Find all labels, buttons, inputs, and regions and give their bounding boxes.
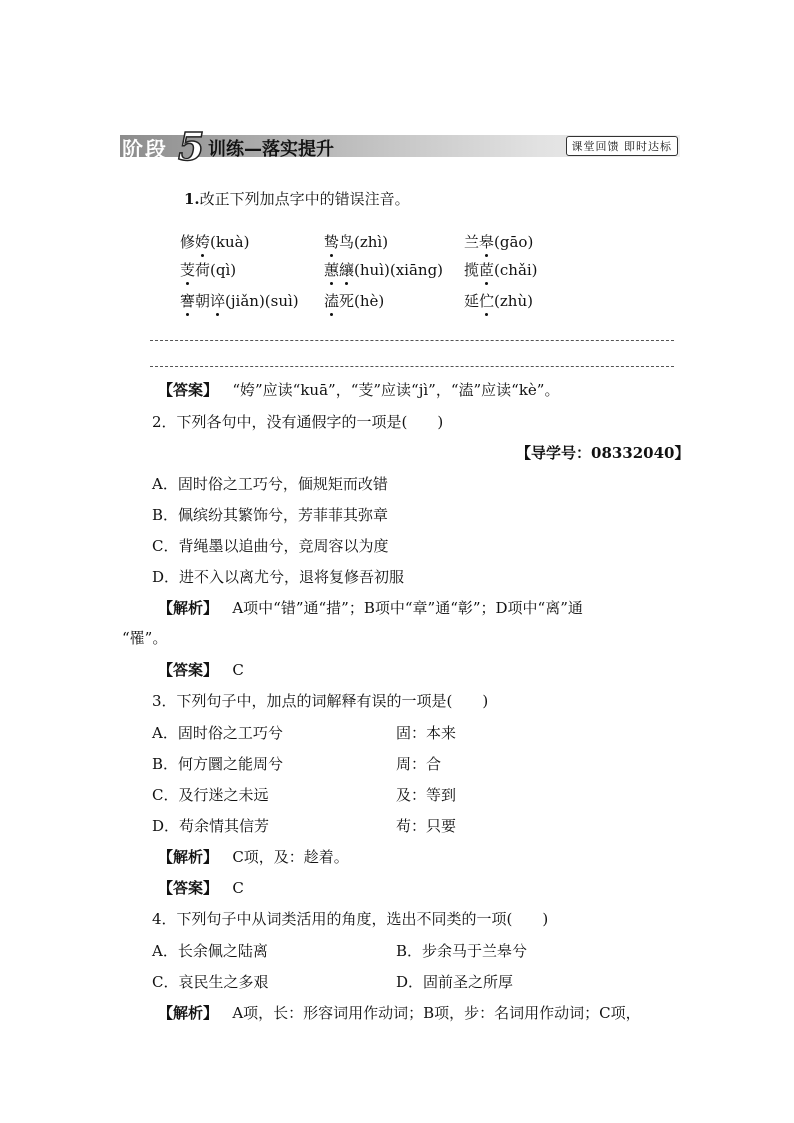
q4-stem: 4．下列句子中从词类活用的角度，选出不同类的一项( ) — [152, 910, 549, 928]
q4-analysis — [158, 1002, 641, 1023]
q1-dotted-char: 鸷 — [324, 233, 340, 251]
q2-answer — [158, 659, 244, 680]
q1-item-text: 朝 — [195, 292, 211, 310]
q3-analysis-text: C项，及：趁着。 — [232, 848, 349, 866]
q3-answer — [158, 877, 244, 898]
q1-item-pinyin: (chǎi) — [494, 261, 538, 279]
q1-item — [180, 290, 299, 311]
q1-item-pinyin: (jiǎn)(suì) — [225, 292, 299, 310]
q1-item-pinyin: 鸟(zhì) — [339, 233, 389, 251]
q1-item-pinyin: 荷(qì) — [195, 261, 237, 279]
q3-analysis — [158, 846, 349, 867]
answer-tag: 【答案】 — [158, 661, 219, 679]
q1-item — [464, 259, 538, 280]
q3-option-d-gloss: 苟：只要 — [396, 817, 457, 835]
q2-answer-text: C — [232, 661, 244, 679]
q1-dotted-char: 伫 — [479, 292, 495, 310]
q1-item — [180, 259, 236, 280]
analysis-tag: 【解析】 — [158, 848, 219, 866]
q3-answer-text: C — [232, 879, 244, 897]
q4-analysis-text: A项，长：形容词用作动词；B项，步：名词用作动词；C项， — [232, 1004, 641, 1022]
answer-line — [150, 366, 674, 367]
q3-option-c-gloss: 及：等到 — [396, 786, 457, 804]
q1-item — [464, 290, 533, 311]
q3-option-b-gloss: 周：合 — [396, 755, 442, 773]
q3-option-d: D．苟余情其信芳 — [152, 817, 270, 835]
q1-stem — [184, 188, 410, 209]
q1-item-pinyin: 死(hè) — [339, 292, 385, 310]
q1-number: 1. — [184, 190, 200, 208]
q1-answer — [158, 379, 559, 400]
q2-analysis — [158, 597, 583, 618]
q1-dotted-char: 蕙 — [324, 261, 340, 279]
q4-option-a: A．长余佩之陆离 — [152, 942, 268, 960]
q1-item-pinyin: (gāo) — [494, 233, 534, 251]
q1-item-pre: 兰 — [464, 233, 480, 251]
q1-item-pinyin: (kuà) — [210, 233, 250, 251]
q1-dotted-char: 皋 — [479, 233, 495, 251]
banner-title: 训练—落实提升 — [208, 139, 334, 160]
banner-stage-label: 阶段 — [122, 138, 168, 162]
q2-analysis-cont: “罹”。 — [122, 629, 168, 647]
q1-item-pre: 延 — [464, 292, 480, 310]
q1-item-pinyin: (zhù) — [494, 292, 533, 310]
q1-dotted-char: 溘 — [324, 292, 340, 310]
q1-stem-text: 改正下列加点字中的错误注音。 — [199, 190, 410, 208]
answer-tag: 【答案】 — [158, 879, 219, 897]
q3-stem: 3．下列句子中，加点的词解释有误的一项是( ) — [152, 692, 489, 710]
q1-item — [180, 231, 249, 252]
q2-stem: 2．下列各句中，没有通假字的一项是( ) — [152, 413, 444, 431]
banner-stage-number: 5 — [178, 124, 205, 169]
q1-item — [464, 231, 533, 252]
analysis-tag: 【解析】 — [158, 1004, 219, 1022]
q1-item-pre: 揽 — [464, 261, 480, 279]
q1-dotted-char: 茝 — [479, 261, 495, 279]
q3-option-a-gloss: 固：本来 — [396, 724, 457, 742]
q1-item-pre: 修 — [180, 233, 196, 251]
q1-item-pinyin: (huì)(xiāng) — [354, 261, 444, 279]
banner-badge: 课堂回馈 即时达标 — [566, 136, 679, 156]
q1-item — [324, 290, 384, 311]
q4-option-c: C．哀民生之多艰 — [152, 973, 269, 991]
q2-option-a: A．固时俗之工巧兮，偭规矩而改错 — [152, 475, 388, 493]
section-banner — [120, 124, 680, 169]
q3-option-a: A．固时俗之工巧兮 — [152, 724, 283, 742]
q1-dotted-char: 姱 — [195, 233, 211, 251]
q1-answer-text: “姱”应读“kuā”，“芰”应读“jì”，“溘”应读“kè”。 — [232, 381, 560, 399]
q2-analysis-text: A项中“错”通“措”；B项中“章”通“彰”；D项中“离”通 — [232, 599, 583, 617]
q3-option-b: B．何方圜之能周兮 — [152, 755, 284, 773]
guide-number: 【导学号：08332040】 — [516, 444, 690, 462]
q2-option-c: C．背绳墨以追曲兮，竞周容以为度 — [152, 537, 389, 555]
q3-option-c: C．及行迷之未远 — [152, 786, 269, 804]
q1-dotted-char: 谇 — [210, 292, 226, 310]
answer-tag: 【答案】 — [158, 381, 219, 399]
q1-dotted-char: 謇 — [180, 292, 196, 310]
q4-option-d: D．固前圣之所厚 — [396, 973, 514, 991]
q1-dotted-char: 芰 — [180, 261, 196, 279]
q4-option-b: B．步余马于兰皋兮 — [396, 942, 528, 960]
q1-item — [324, 259, 443, 280]
q2-option-d: D．进不入以离尤兮，退将复修吾初服 — [152, 568, 405, 586]
q1-dotted-char: 纕 — [339, 261, 355, 279]
answer-line — [150, 340, 674, 341]
analysis-tag: 【解析】 — [158, 599, 219, 617]
q2-option-b: B．佩缤纷其繁饰兮，芳菲菲其弥章 — [152, 506, 389, 524]
q1-item — [324, 231, 388, 252]
